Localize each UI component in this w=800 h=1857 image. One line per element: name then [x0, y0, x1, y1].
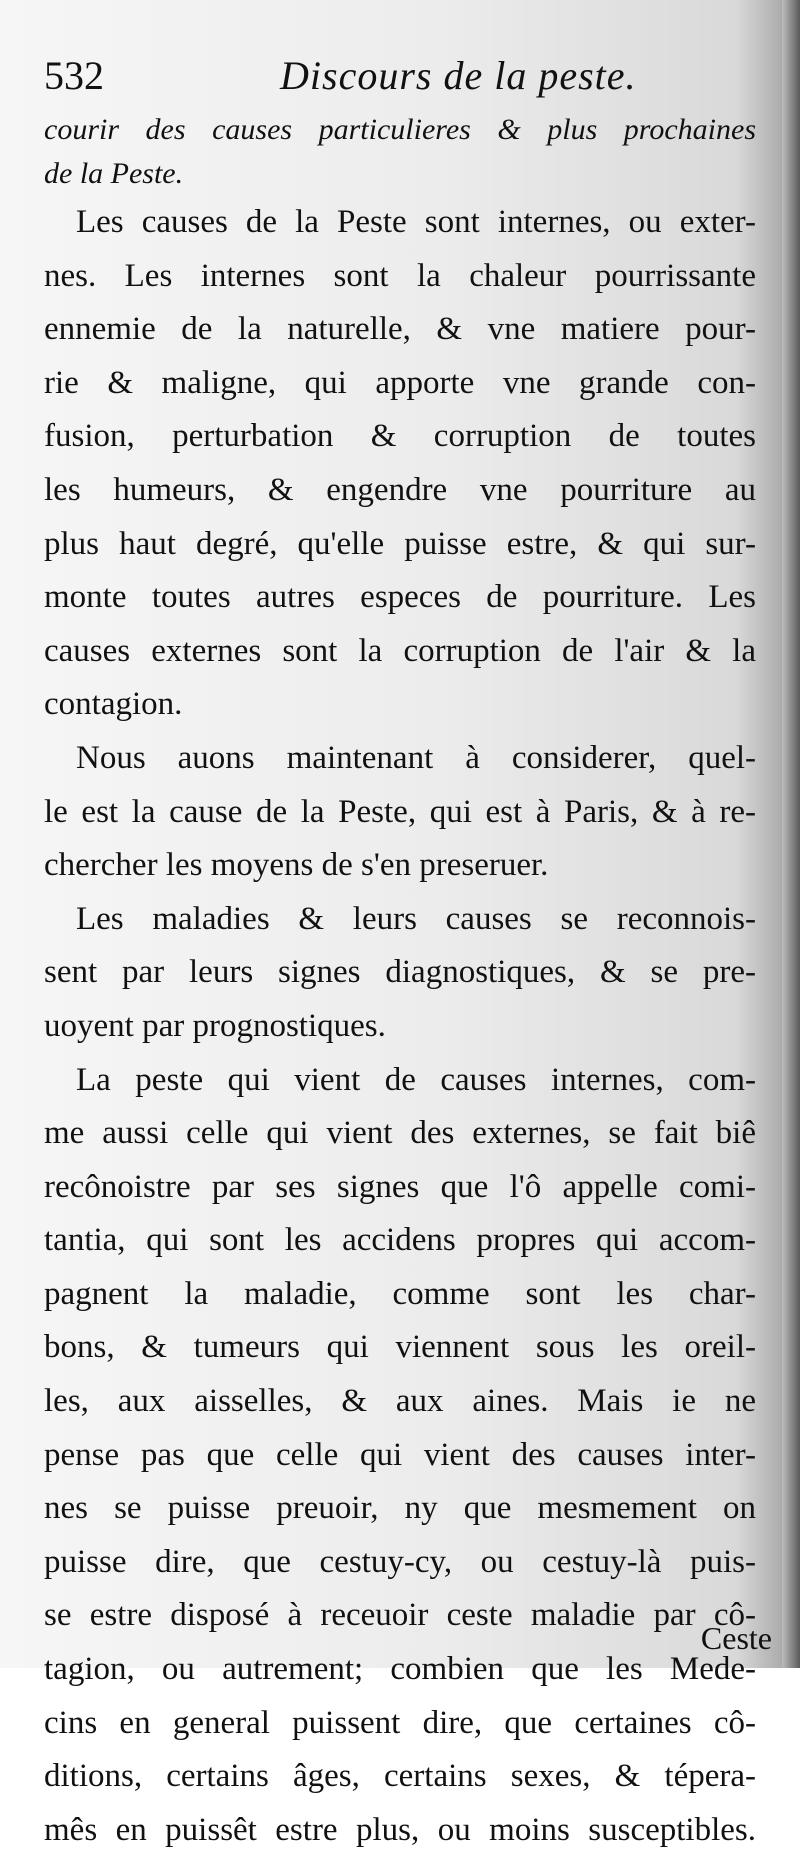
text-line: rie & maligne, qui apporte vne grande con- — [44, 364, 756, 401]
text-line: puisse dire, que cestuy-cy, ou cestuy-là puis- — [44, 1543, 756, 1580]
paragraph-first-line: La peste qui vient de causes internes, com- — [76, 1061, 756, 1098]
text-line: contagion. — [44, 686, 183, 723]
text-line: recônoistre par ses signes que l'ô appelle comi- — [44, 1168, 756, 1205]
text-line: pense pas que celle qui vient des causes inter- — [44, 1436, 756, 1473]
text-line: sent par leurs signes diagnostiques, & se pre- — [44, 954, 756, 991]
body-text — [44, 108, 756, 1857]
running-title: Discours de la peste. — [280, 53, 637, 98]
text-line: se estre disposé à receuoir ceste maladie par cô- — [44, 1597, 756, 1634]
text-line: les humeurs, & engendre vne pourriture au — [44, 471, 756, 508]
text-line: causes externes sont la corruption de l'air & la — [44, 632, 756, 669]
paragraph-first-line: Les maladies & leurs causes se reconnois- — [76, 900, 756, 937]
text-line: courir des causes particulieres & plus prochaines — [44, 113, 756, 146]
text-line: monte toutes autres especes de pourriture. Les — [44, 579, 756, 616]
text-line: tantia, qui sont les accidens propres qui accom- — [44, 1222, 756, 1259]
paragraph-first-line: Nous auons maintenant à considerer, quel- — [76, 739, 756, 776]
page-binding-shadow — [782, 0, 800, 1668]
catchword: Ceste — [700, 1620, 772, 1656]
text-line: de la Peste. — [44, 157, 184, 190]
text-line: ditions, certains âges, certains sexes, & tépera- — [44, 1758, 756, 1795]
text-line: me aussi celle qui vient des externes, se fait biê — [44, 1115, 756, 1152]
text-line: le est la cause de la Peste, qui est à Paris, & à re- — [44, 793, 756, 830]
text-line: uoyent par prognostiques. — [44, 1007, 386, 1044]
text-line: les, aux aisselles, & aux aines. Mais ie ne — [44, 1383, 756, 1420]
page-number: 532 — [44, 53, 104, 98]
text-line: tagion, ou autrement; combien que les Mede- — [44, 1651, 756, 1688]
text-line: pagnent la maladie, comme sont les char- — [44, 1275, 756, 1312]
text-line: mês en puissêt estre plus, ou moins susceptibles. — [44, 1811, 756, 1848]
paragraph-first-line: Les causes de la Peste sont internes, ou exter- — [76, 204, 756, 240]
text-line: nes. Les internes sont la chaleur pourrissante — [44, 257, 756, 294]
text-line: ennemie de la naturelle, & vne matiere pour- — [44, 311, 756, 348]
text-line: bons, & tumeurs qui viennent sous les oreil- — [44, 1329, 756, 1366]
text-line: plus haut degré, qu'elle puisse estre, & qui sur- — [44, 525, 756, 562]
text-line: fusion, perturbation & corruption de toutes — [44, 418, 756, 455]
text-line: nes se puisse preuoir, ny que mesmement on — [44, 1490, 756, 1527]
text-line: cins en general puissent dire, que certaines cô- — [44, 1704, 756, 1741]
page-header — [44, 52, 764, 102]
text-line: chercher les moyens de s'en preseruer. — [44, 847, 549, 884]
